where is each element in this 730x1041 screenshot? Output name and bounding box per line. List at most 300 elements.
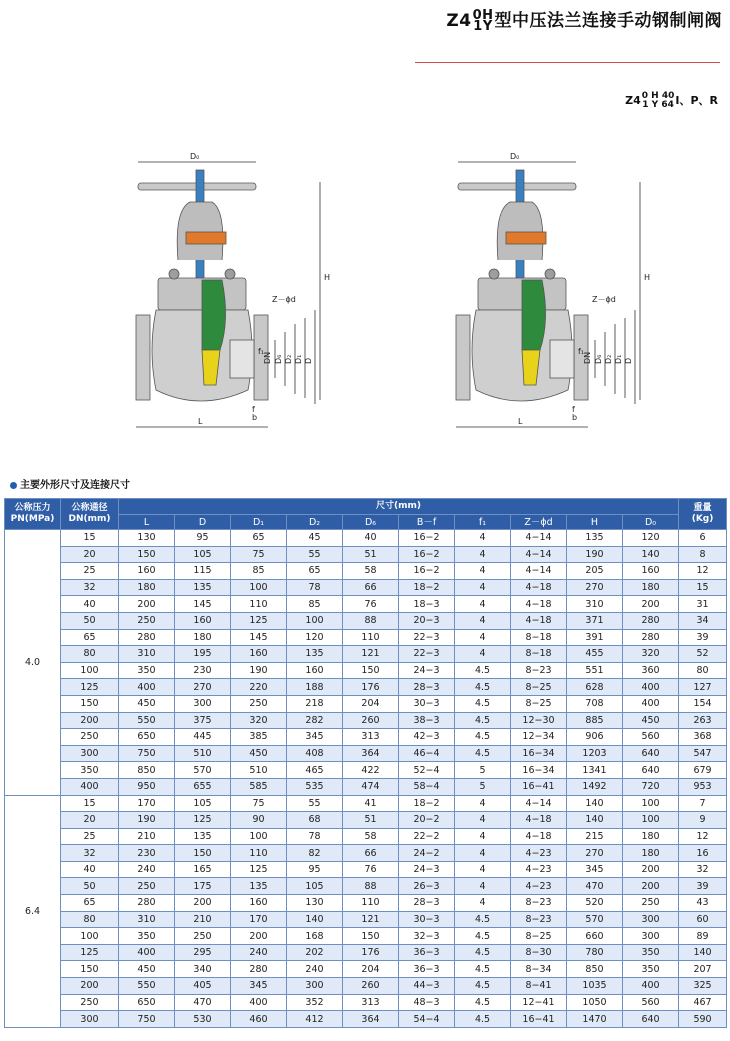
table-cell: 85	[231, 563, 287, 580]
table-cell: 1492	[567, 778, 623, 795]
table-cell: 4	[455, 828, 511, 845]
model-stack	[642, 92, 675, 109]
table-cell: 300	[175, 695, 231, 712]
table-cell: 44−3	[399, 978, 455, 995]
table-cell: 4	[455, 845, 511, 862]
header-size-column: L	[119, 515, 175, 530]
table-row	[5, 762, 727, 779]
table-cell: 176	[343, 679, 399, 696]
table-cell: 125	[61, 944, 119, 961]
table-cell: 5	[455, 762, 511, 779]
table-cell: 4.5	[455, 978, 511, 995]
table-cell: 350	[623, 944, 679, 961]
table-cell: 720	[623, 778, 679, 795]
table-cell: 25	[61, 828, 119, 845]
table-cell: 16	[679, 845, 727, 862]
table-cell: 371	[567, 612, 623, 629]
table-cell: 590	[679, 1011, 727, 1028]
table-cell: 200	[61, 712, 119, 729]
table-cell: 121	[343, 911, 399, 928]
gate-disc	[202, 280, 226, 350]
table-cell: 200	[623, 596, 679, 613]
label-d6: D₆	[274, 354, 283, 364]
table-cell: 50	[61, 612, 119, 629]
table-cell: 200	[623, 861, 679, 878]
table-cell: 4−23	[511, 878, 567, 895]
table-row	[5, 944, 727, 961]
table-cell: 165	[175, 861, 231, 878]
table-cell: 58	[343, 828, 399, 845]
header-size-column: D₀	[623, 515, 679, 530]
header-size-column: D₆	[343, 515, 399, 530]
table-cell: 405	[175, 978, 231, 995]
table-cell: 12−30	[511, 712, 567, 729]
yoke	[177, 202, 223, 260]
table-cell: 135	[175, 828, 231, 845]
table-cell: 750	[119, 745, 175, 762]
table-cell: 48−3	[399, 994, 455, 1011]
table-cell: 76	[343, 861, 399, 878]
table-cell: 125	[231, 861, 287, 878]
table-cell: 110	[231, 596, 287, 613]
table-row	[5, 1011, 727, 1028]
table-cell: 168	[287, 928, 343, 945]
table-cell: 4−18	[511, 612, 567, 629]
table-cell: 8−23	[511, 911, 567, 928]
table-cell: 218	[287, 695, 343, 712]
table-cell: 4.5	[455, 911, 511, 928]
label-z-phi-d: Z－ϕd	[272, 295, 296, 304]
table-cell: 120	[623, 530, 679, 547]
header-dn-line2: DN(mm)	[68, 514, 111, 524]
table-cell: 4	[455, 546, 511, 563]
label-l: L	[198, 417, 203, 426]
table-cell: 408	[287, 745, 343, 762]
table-cell: 295	[175, 944, 231, 961]
table-cell: 368	[679, 729, 727, 746]
table-row	[5, 729, 727, 746]
table-cell: 52	[679, 646, 727, 663]
table-cell: 16−2	[399, 530, 455, 547]
table-cell: 210	[175, 911, 231, 928]
table-cell: 42−3	[399, 729, 455, 746]
table-cell: 240	[287, 961, 343, 978]
table-cell: 200	[119, 596, 175, 613]
table-cell: 125	[231, 612, 287, 629]
table-cell: 400	[623, 679, 679, 696]
header-size-group: 尺寸(mm)	[119, 499, 679, 515]
table-cell: 135	[175, 579, 231, 596]
table-cell: 4	[455, 563, 511, 580]
table-cell: 36−3	[399, 961, 455, 978]
table-cell: 80	[61, 911, 119, 928]
table-cell: 313	[343, 729, 399, 746]
table-cell: 120	[287, 629, 343, 646]
table-cell: 60	[679, 911, 727, 928]
table-row	[5, 978, 727, 995]
table-cell: 188	[287, 679, 343, 696]
table-cell: 585	[231, 778, 287, 795]
table-cell: 16−34	[511, 762, 567, 779]
table-row	[5, 612, 727, 629]
header-pn-line2: PN(MPa)	[10, 514, 55, 524]
table-cell: 88	[343, 878, 399, 895]
table-cell: 4.5	[455, 662, 511, 679]
title-sub: 1Y	[473, 19, 493, 34]
table-cell: 7	[679, 795, 727, 812]
table-cell: 270	[175, 679, 231, 696]
table-cell: 280	[623, 612, 679, 629]
table-cell: 560	[623, 994, 679, 1011]
table-cell: 52−4	[399, 762, 455, 779]
table-cell: 4−18	[511, 812, 567, 829]
table-cell: 200	[61, 978, 119, 995]
table-cell: 24−2	[399, 845, 455, 862]
table-cell: 8−34	[511, 961, 567, 978]
table-row	[5, 662, 727, 679]
table-cell: 455	[567, 646, 623, 663]
table-cell: 679	[679, 762, 727, 779]
table-cell: 135	[231, 878, 287, 895]
table-cell: 250	[61, 994, 119, 1011]
table-cell: 32	[61, 845, 119, 862]
table-cell: 32−3	[399, 928, 455, 945]
pn-cell: 6.4	[5, 795, 61, 1027]
table-cell: 750	[119, 1011, 175, 1028]
header-size-column: Z－ϕd	[511, 515, 567, 530]
table-cell: 180	[623, 579, 679, 596]
bullet-icon	[10, 482, 17, 489]
table-cell: 360	[623, 662, 679, 679]
header-dn-line1: 公称通径	[71, 503, 108, 513]
table-cell: 55	[287, 546, 343, 563]
table-cell: 105	[175, 546, 231, 563]
table-cell: 520	[567, 895, 623, 912]
table-cell: 345	[231, 978, 287, 995]
table-cell: 4	[455, 629, 511, 646]
header-dn	[61, 499, 119, 530]
table-cell: 30−3	[399, 911, 455, 928]
table-cell: 780	[567, 944, 623, 961]
table-cell: 8−41	[511, 978, 567, 995]
label-f: f	[572, 405, 575, 414]
table-cell: 160	[175, 612, 231, 629]
table-cell: 270	[567, 579, 623, 596]
table-cell: 78	[287, 828, 343, 845]
table-cell: 140	[287, 911, 343, 928]
table-cell: 110	[231, 845, 287, 862]
table-row	[5, 596, 727, 613]
table-row	[5, 845, 727, 862]
table-cell: 150	[343, 928, 399, 945]
table-cell: 345	[567, 861, 623, 878]
table-cell: 8−25	[511, 928, 567, 945]
table-cell: 125	[61, 679, 119, 696]
table-cell: 207	[679, 961, 727, 978]
table-cell: 4.5	[455, 994, 511, 1011]
table-cell: 105	[287, 878, 343, 895]
table-cell: 205	[567, 563, 623, 580]
table-cell: 195	[175, 646, 231, 663]
table-row	[5, 861, 727, 878]
table-cell: 200	[175, 895, 231, 912]
table-cell: 570	[567, 911, 623, 928]
table-cell: 26−3	[399, 878, 455, 895]
table-cell: 1341	[567, 762, 623, 779]
table-cell: 45	[287, 530, 343, 547]
table-row	[5, 695, 727, 712]
table-cell: 150	[61, 961, 119, 978]
label-d: D	[624, 357, 633, 364]
table-cell: 54−4	[399, 1011, 455, 1028]
label-dn: DN	[263, 351, 272, 364]
table-cell: 68	[287, 812, 343, 829]
table-cell: 550	[119, 712, 175, 729]
table-row	[5, 928, 727, 945]
table-row	[5, 646, 727, 663]
table-cell: 180	[119, 579, 175, 596]
yoke-nut	[506, 232, 546, 244]
table-cell: 4−23	[511, 845, 567, 862]
table-cell: 550	[119, 978, 175, 995]
bolt	[225, 269, 235, 279]
table-cell: 78	[287, 579, 343, 596]
table-cell: 180	[623, 828, 679, 845]
table-cell: 220	[231, 679, 287, 696]
page-title	[446, 6, 722, 32]
table-cell: 4−18	[511, 828, 567, 845]
table-cell: 9	[679, 812, 727, 829]
table-cell: 140	[679, 944, 727, 961]
table-cell: 4.5	[455, 745, 511, 762]
table-cell: 80	[61, 646, 119, 663]
table-cell: 385	[231, 729, 287, 746]
table-cell: 340	[175, 961, 231, 978]
valve-drawing-left	[130, 150, 350, 440]
table-cell: 4	[455, 895, 511, 912]
table-cell: 250	[119, 878, 175, 895]
table-cell: 280	[119, 629, 175, 646]
header-weight	[679, 499, 727, 530]
header-size-column: D	[175, 515, 231, 530]
table-cell: 470	[175, 994, 231, 1011]
table-cell: 20	[61, 812, 119, 829]
table-cell: 65	[287, 563, 343, 580]
table-cell: 39	[679, 878, 727, 895]
table-cell: 560	[623, 729, 679, 746]
table-row	[5, 961, 727, 978]
label-d1: D₁	[614, 354, 623, 364]
table-row	[5, 712, 727, 729]
table-cell: 100	[61, 928, 119, 945]
table-cell: 150	[175, 845, 231, 862]
pn-cell: 4.0	[5, 530, 61, 796]
table-cell: 20−2	[399, 812, 455, 829]
table-cell: 4	[455, 596, 511, 613]
table-cell: 4	[455, 812, 511, 829]
table-cell: 280	[231, 961, 287, 978]
label-f1: f₁	[578, 347, 585, 356]
table-cell: 300	[61, 745, 119, 762]
table-cell: 22−2	[399, 828, 455, 845]
header-size-column: f₁	[455, 515, 511, 530]
table-cell: 31	[679, 596, 727, 613]
header-size-column: D₁	[231, 515, 287, 530]
model-code	[625, 92, 718, 110]
table-cell: 250	[119, 612, 175, 629]
table-cell: 15	[61, 530, 119, 547]
table-cell: 4.5	[455, 729, 511, 746]
left-flange	[456, 315, 470, 400]
table-cell: 176	[343, 944, 399, 961]
table-cell: 130	[119, 530, 175, 547]
table-cell: 50	[61, 878, 119, 895]
table-cell: 230	[175, 662, 231, 679]
table-cell: 100	[623, 795, 679, 812]
model-bottom: 1 Y 64	[642, 100, 674, 110]
table-cell: 28−3	[399, 895, 455, 912]
title-sup: 0H	[472, 7, 494, 23]
yoke-nut	[186, 232, 226, 244]
table-row	[5, 812, 727, 829]
table-cell: 4.5	[455, 928, 511, 945]
table-cell: 300	[287, 978, 343, 995]
label-f: f	[252, 405, 255, 414]
table-cell: 250	[623, 895, 679, 912]
table-cell: 4−23	[511, 861, 567, 878]
table-cell: 39	[679, 629, 727, 646]
table-cell: 1470	[567, 1011, 623, 1028]
table-cell: 204	[343, 961, 399, 978]
table-cell: 4.5	[455, 679, 511, 696]
table-cell: 58	[343, 563, 399, 580]
table-cell: 8−23	[511, 662, 567, 679]
table-cell: 400	[623, 695, 679, 712]
table-row	[5, 530, 727, 547]
table-cell: 160	[231, 895, 287, 912]
left-flange	[136, 315, 150, 400]
table-cell: 470	[567, 878, 623, 895]
table-cell: 950	[119, 778, 175, 795]
table-cell: 260	[343, 712, 399, 729]
table-cell: 320	[231, 712, 287, 729]
table-cell: 240	[119, 861, 175, 878]
table-cell: 190	[567, 546, 623, 563]
table-cell: 32	[679, 861, 727, 878]
table-cell: 85	[287, 596, 343, 613]
table-cell: 150	[119, 546, 175, 563]
table-cell: 135	[567, 530, 623, 547]
label-dn: DN	[583, 351, 592, 364]
gate-valve-diagram	[450, 150, 670, 440]
header-size-column: H	[567, 515, 623, 530]
table-cell: 40	[61, 596, 119, 613]
table-cell: 100	[231, 828, 287, 845]
table-row	[5, 911, 727, 928]
header-size-column: D₂	[287, 515, 343, 530]
table-cell: 12	[679, 828, 727, 845]
table-cell: 16−34	[511, 745, 567, 762]
table-row	[5, 895, 727, 912]
table-cell: 51	[343, 546, 399, 563]
gate-valve-diagram	[130, 150, 350, 440]
table-cell: 180	[175, 629, 231, 646]
table-cell: 547	[679, 745, 727, 762]
table-cell: 4−14	[511, 546, 567, 563]
table-cell: 250	[231, 695, 287, 712]
table-cell: 150	[61, 695, 119, 712]
yoke	[497, 202, 543, 260]
table-cell: 250	[61, 729, 119, 746]
table-cell: 154	[679, 695, 727, 712]
table-row	[5, 745, 727, 762]
table-cell: 450	[231, 745, 287, 762]
table-cell: 640	[623, 745, 679, 762]
table-cell: 40	[343, 530, 399, 547]
section-heading	[10, 476, 130, 491]
table-cell: 400	[61, 778, 119, 795]
table-cell: 90	[231, 812, 287, 829]
table-cell: 885	[567, 712, 623, 729]
table-cell: 4	[455, 795, 511, 812]
table-cell: 55	[287, 795, 343, 812]
table-cell: 160	[119, 563, 175, 580]
table-cell: 190	[231, 662, 287, 679]
label-h: H	[324, 273, 331, 282]
table-cell: 170	[231, 911, 287, 928]
table-cell: 570	[175, 762, 231, 779]
table-cell: 364	[343, 745, 399, 762]
table-cell: 145	[231, 629, 287, 646]
table-cell: 350	[61, 762, 119, 779]
table-cell: 80	[679, 662, 727, 679]
table-body	[5, 530, 727, 1028]
table-cell: 125	[175, 812, 231, 829]
table-cell: 24−3	[399, 861, 455, 878]
table-cell: 250	[175, 928, 231, 945]
label-d2: D₂	[284, 354, 293, 364]
table-cell: 75	[231, 546, 287, 563]
table-cell: 320	[623, 646, 679, 663]
bolt	[489, 269, 499, 279]
title-prefix: Z4	[446, 11, 472, 31]
table-cell: 100	[287, 612, 343, 629]
table-cell: 270	[567, 845, 623, 862]
label-b: b	[572, 413, 578, 422]
table-cell: 450	[119, 695, 175, 712]
bore	[230, 340, 254, 378]
table-cell: 4−18	[511, 596, 567, 613]
table-cell: 215	[567, 828, 623, 845]
table-cell: 5	[455, 778, 511, 795]
model-top: 0 H 40	[641, 91, 675, 102]
table-header	[5, 499, 727, 530]
table-cell: 282	[287, 712, 343, 729]
table-cell: 260	[343, 978, 399, 995]
table-cell: 628	[567, 679, 623, 696]
table-cell: 4.5	[455, 695, 511, 712]
table-cell: 18−2	[399, 795, 455, 812]
table-cell: 204	[343, 695, 399, 712]
header-weight-line2: (Kg)	[691, 514, 714, 524]
table-cell: 300	[623, 928, 679, 945]
label-b: b	[252, 413, 258, 422]
table-cell: 350	[119, 662, 175, 679]
table-row	[5, 994, 727, 1011]
table-cell: 34	[679, 612, 727, 629]
table-cell: 650	[119, 729, 175, 746]
table-cell: 95	[175, 530, 231, 547]
